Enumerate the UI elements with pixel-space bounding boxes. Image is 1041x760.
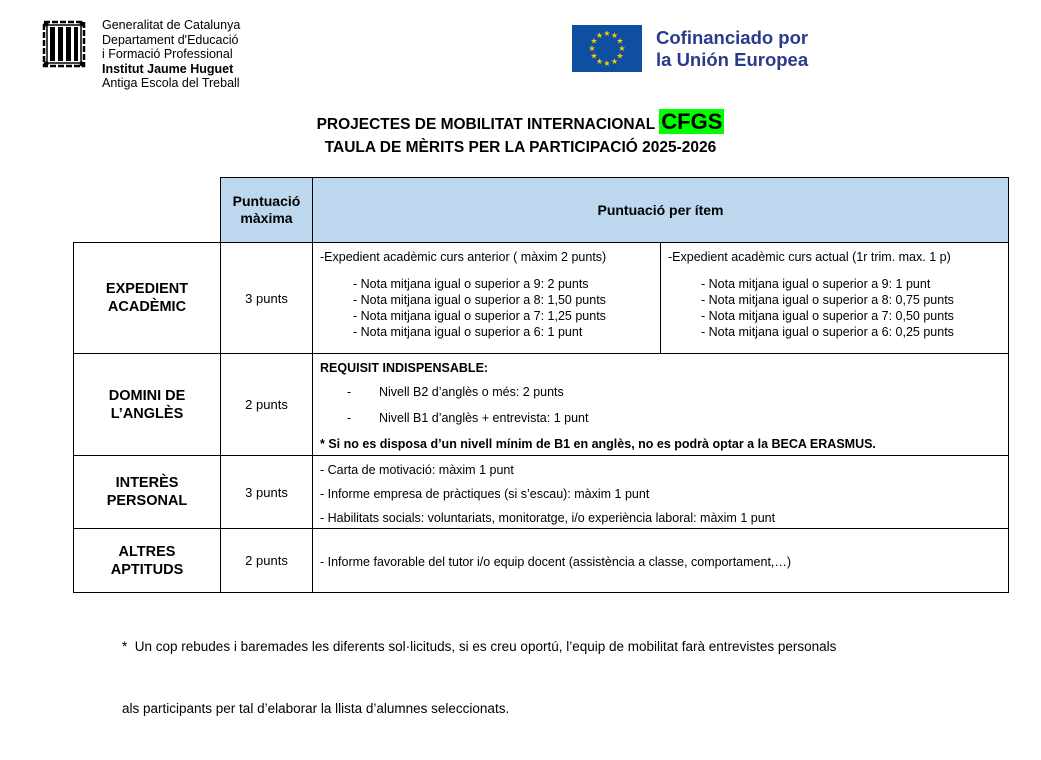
title-highlight-cfgs: CFGS [661,109,723,134]
header-cell-max-points: Puntuació màxima [220,177,313,243]
svg-text:★: ★ [603,29,611,38]
row3-item: - Informe empresa de pràctiques (si s’escau): màxim 1 punt [320,487,650,501]
footnote [122,596,836,760]
category-cell-altres-aptituds: ALTRES APTITUDS [73,528,221,593]
org-line: Departament d'Educació [102,32,239,47]
title-line1 [53,109,988,138]
org-header [40,16,240,91]
org-line-institute: Institut Jaume Huguet [102,61,234,76]
svg-text:★: ★ [595,31,604,40]
max-points-cell-row4: 2 punts [220,528,313,593]
row1-left-item: - Nota mitjana igual o superior a 8: 1,50 punts [353,293,606,307]
row1-left-item: - Nota mitjana igual o superior a 9: 2 punts [353,277,589,291]
svg-text:★: ★ [590,51,598,61]
max-points-cell-row3: 3 punts [220,455,313,529]
svg-text:★: ★ [595,57,604,66]
row1-right-heading: -Expedient acadèmic curs actual (1r trim. max. 1 p) [668,250,951,264]
row1-right-item: - Nota mitjana igual o superior a 6: 0,25 punts [701,325,954,339]
row1-left-item: - Nota mitjana igual o superior a 7: 1,25 punts [353,309,606,323]
row1-left-heading: -Expedient acadèmic curs anterior ( màxim 2 punts) [320,250,607,264]
svg-text:★: ★ [610,57,619,66]
row2-erasmus-note: * Si no es disposa d’un nivell mínim de B1 en anglès, no es podrà optar a la BECA ERASMUS. [320,437,876,451]
row4-item: - Informe favorable del tutor i/o equip docent (assistència a classe, comportament,…) [320,554,792,569]
svg-text:★: ★ [618,44,626,53]
header-cell-points-per-item: Puntuació per ítem [312,177,1009,243]
row2-requirement-heading: REQUISIT INDISPENSABLE: [320,361,489,375]
generalitat-emblem-logo [40,16,88,74]
eu-flag-icon [572,25,642,72]
row1-right-item: - Nota mitjana igual o superior a 8: 0,75 punts [701,293,954,307]
title-line2: TAULA DE MÈRITS PER LA PARTICIPACIÓ 2025-2026 [324,139,717,156]
footnote-line2: als participants per tal d’elaborar la llista d’alumnes seleccionats. [122,700,510,716]
eu-text-line2: la Unión Europea [656,48,809,70]
items-cell-row3-personal-interest [312,455,1009,529]
row1-left-item: - Nota mitjana igual o superior a 6: 1 punt [353,325,583,339]
items-cell-row4-other-aptitudes [312,528,1009,593]
svg-text:★: ★ [590,36,598,46]
items-cell-row2-english [312,353,1009,456]
items-cell-row1-previous-year [312,242,661,354]
category-cell-interes-personal: INTERÈS PERSONAL [73,455,221,529]
org-text-block [102,16,240,91]
max-points-cell-row2: 2 punts [220,353,313,456]
svg-text:★: ★ [616,36,624,46]
eu-text-line1: Cofinanciado por [656,26,809,48]
svg-text:★: ★ [610,31,619,40]
category-cell-expedient-academic: EXPEDIENT ACADÈMIC [73,242,221,354]
row3-item: - Habilitats socials: voluntariats, monitoratge, i/o experiència laboral: màxim 1 punt [320,511,776,525]
org-line: Antiga Escola del Treball [102,76,240,91]
category-cell-domini-angles: DOMINI DE L’ANGLÈS [73,353,221,456]
org-line: i Formació Professional [102,47,233,62]
eu-cofunded-logo [572,25,808,72]
svg-text:★: ★ [616,51,624,61]
footnote-line1: * Un cop rebudes i baremades les diferents sol·licituds, si es creu oportú, l’equip de mobilitat farà entrevistes personals [122,639,837,654]
row3-item: - Carta de motivació: màxim 1 punt [320,463,514,477]
document-title [53,109,988,158]
items-cell-row1-current-year [660,242,1009,354]
eu-cofunded-text [656,27,808,71]
org-line: Generalitat de Catalunya [102,18,241,32]
row2-item: - Nivell B2 d’anglès o més: 2 punts [347,385,564,399]
row2-item: - Nivell B1 d’anglès + entrevista: 1 punt [347,411,589,425]
svg-text:★: ★ [588,44,596,53]
row1-right-item: - Nota mitjana igual o superior a 7: 0,50 punts [701,309,954,323]
title-line1-text: PROJECTES DE MOBILITAT INTERNACIONAL [316,116,660,133]
max-points-cell-row1: 3 punts [220,242,313,354]
row1-right-item: - Nota mitjana igual o superior a 9: 1 punt [701,277,931,291]
svg-text:★: ★ [603,59,611,68]
